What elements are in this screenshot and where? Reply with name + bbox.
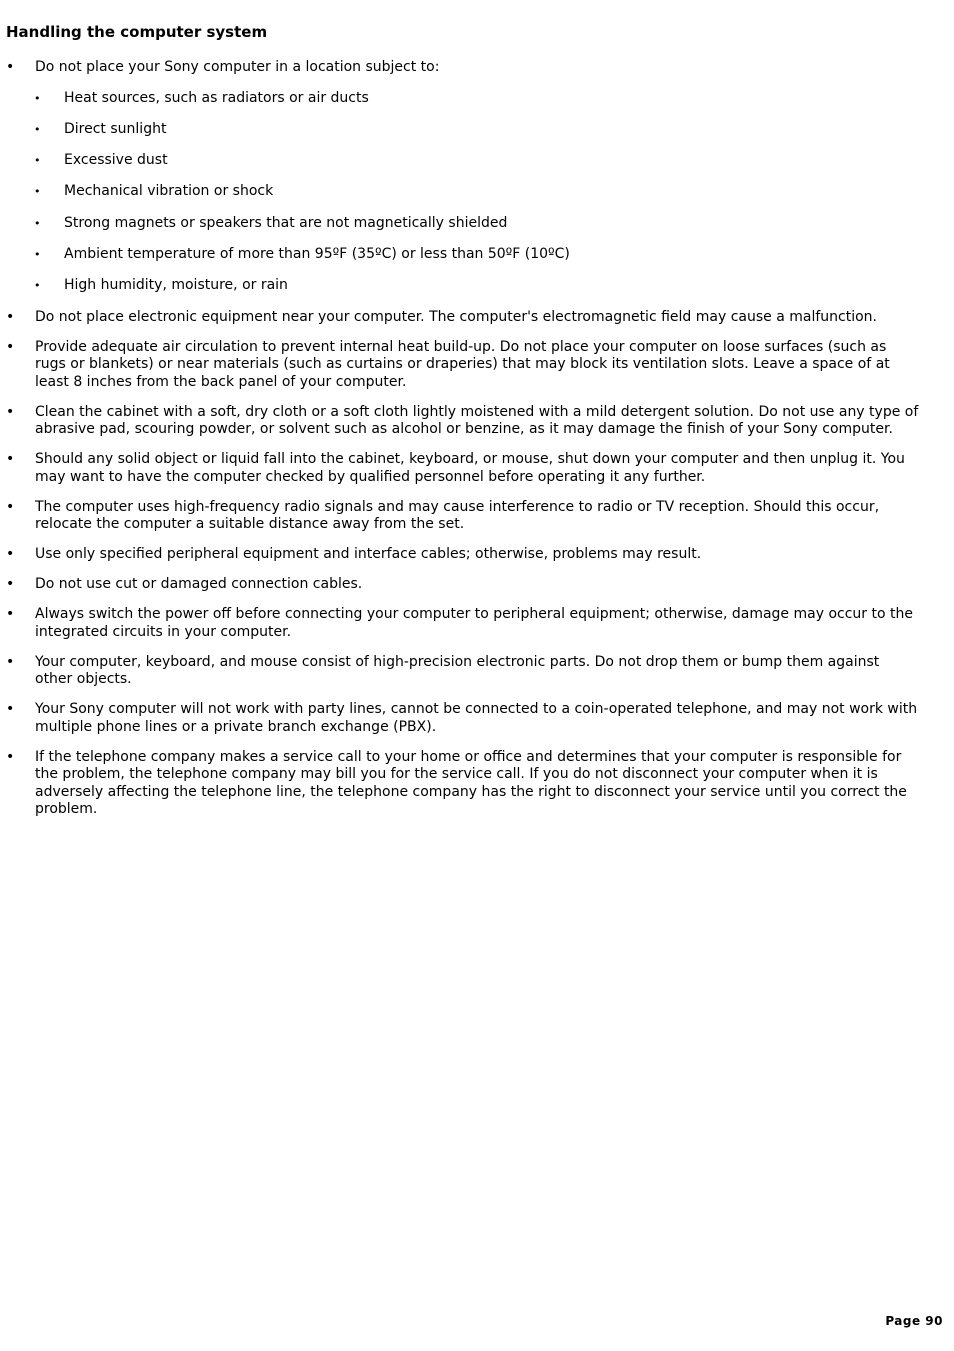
list-item	[0, 339, 920, 392]
sub-list-item-text: Strong magnets or speakers that are not magnetically shielded	[64, 214, 508, 231]
sub-list-item-text: Heat sources, such as radiators or air ducts	[64, 89, 369, 106]
list-item-text: Do not use cut or damaged connection cables.	[35, 576, 363, 593]
bullet-icon: •	[6, 748, 15, 765]
list-item-text: Provide adequate air circulation to prevent internal heat build-up. Do not place your computer on loose surfaces (such as rugs or blankets) or near materials (such as curtains or draperies) that may block its ventilation slots. Leave a space of at least 8 inches from the back panel of your computer.	[35, 338, 890, 390]
list-item-text: Should any solid object or liquid fall into the cabinet, keyboard, or mouse, shut down your computer and then unplug it. You may want to have the computer checked by qualified personnel before operating it any further.	[35, 451, 905, 485]
sub-list-item-text: Mechanical vibration or shock	[64, 183, 274, 200]
list-item-text: Your computer, keyboard, and mouse consist of high-precision electronic parts. Do not drop them or bump them against other objects.	[35, 653, 880, 688]
bullet-icon: •	[6, 59, 15, 75]
list-item-text: Your Sony computer will not work with party lines, cannot be connected to a coin-operated telephone, and may not work with multiple phone lines or a private branch exchange (PBX).	[35, 701, 918, 735]
list-item-text: Do not place your Sony computer in a location subject to:	[35, 59, 440, 75]
sub-bullet-icon: •	[34, 154, 41, 168]
list-item	[0, 576, 920, 594]
sub-bullet-icon: •	[34, 247, 41, 261]
bullet-icon: •	[6, 451, 15, 468]
list-item	[0, 404, 920, 439]
list-item	[0, 749, 920, 819]
list-item	[0, 606, 920, 641]
list-item-text: The computer uses high-frequency radio signals and may cause interference to radio or TV reception. Should this occur, relocate the computer a suitable distance away from the set.	[35, 498, 880, 533]
list-item	[0, 59, 920, 77]
list-item	[0, 309, 920, 327]
sub-list-item	[0, 277, 920, 295]
bullet-icon: •	[6, 653, 15, 670]
sub-list	[0, 90, 920, 295]
page-title: Handling the computer system	[6, 23, 268, 41]
bullet-icon: •	[6, 576, 15, 593]
list-item-text: Use only specified peripheral equipment and interface cables; otherwise, problems may result.	[35, 546, 702, 563]
list-item-text: If the telephone company makes a service call to your home or office and determines that your computer is responsible for the problem, the telephone company may bill you for the service call. If you do not disconnect your computer when it is adversely affecting the telephone line, the telephone company has the right to disconnect your service until you correct the problem.	[35, 748, 907, 818]
bullet-icon: •	[6, 308, 15, 325]
sub-list-item	[0, 90, 920, 108]
list-item	[0, 701, 920, 736]
page-number: Page 90	[885, 1314, 943, 1328]
sub-list-item	[0, 183, 920, 201]
sub-list-item	[0, 121, 920, 139]
sub-list-item	[0, 215, 920, 233]
bullet-icon: •	[6, 701, 15, 718]
sub-bullet-icon: •	[34, 91, 41, 105]
sub-bullet-icon: •	[34, 185, 41, 199]
sub-bullet-icon: •	[34, 216, 41, 230]
sub-list-item-text: High humidity, moisture, or rain	[64, 277, 288, 294]
bullet-list	[0, 59, 920, 831]
bullet-icon: •	[6, 546, 15, 563]
list-item-text: Clean the cabinet with a soft, dry cloth or a soft cloth lightly moistened with a mild detergent solution. Do not use any type of abrasive pad, scouring powder, or solvent such as alcohol or benzine, as it may damage the finish of your Sony computer.	[35, 403, 919, 438]
sub-list-item	[0, 246, 920, 264]
list-item	[0, 546, 920, 564]
bullet-icon: •	[6, 338, 15, 355]
bullet-icon: •	[6, 606, 15, 623]
bullet-icon: •	[6, 403, 15, 420]
list-item	[0, 499, 920, 534]
sub-list-item	[0, 152, 920, 170]
sub-bullet-icon: •	[34, 122, 41, 136]
list-item	[0, 654, 920, 689]
sub-bullet-icon: •	[34, 279, 41, 293]
sub-list-item-text: Direct sunlight	[64, 120, 167, 137]
list-item	[0, 451, 920, 486]
list-item-text: Always switch the power off before connecting your computer to peripheral equipment; otherwise, damage may occur to the integrated circuits in your computer.	[35, 606, 913, 640]
sub-list-item-text: Excessive dust	[64, 152, 168, 169]
sub-list-item-text: Ambient temperature of more than 95ºF (35ºC) or less than 50ºF (10ºC)	[64, 245, 570, 262]
bullet-icon: •	[6, 498, 15, 515]
list-item-text: Do not place electronic equipment near your computer. The computer's electromagnetic field may cause a malfunction.	[35, 308, 877, 325]
